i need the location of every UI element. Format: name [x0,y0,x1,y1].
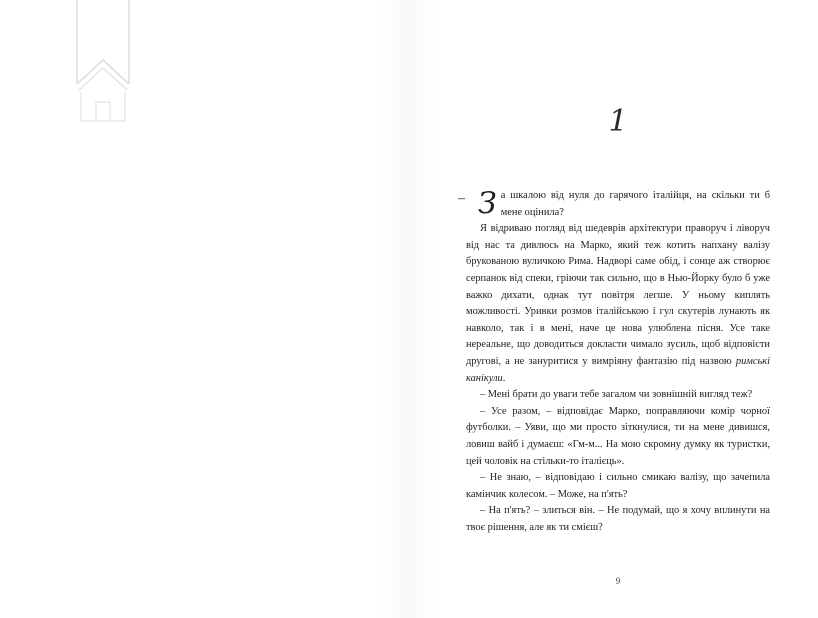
paragraph-5: – Не знаю, – відповідаю і сильно смикаю валізу, що зачепила камінчик колесом. – Може, на п'ять? [466,472,770,500]
opening-dash: – [458,191,465,206]
page-number: 9 [615,576,621,586]
paragraph-2 [466,221,770,387]
paragraph-4: – Усе разом, – відповідає Марко, поправляючи комір чорної футболки. – Уяви, що ми просто зіткнулися, ти на мене дивишся, ловиш вайб і думаєш: «Гм-м... На мою скромну думку як туристки, цей чоловік на стільки-то італієць». [466,405,770,467]
chapter-number: 1 [608,104,628,139]
drop-cap: З [478,186,497,221]
paragraph-2-end: . [502,372,506,384]
paragraph-3: – Мені брати до уваги тебе загалом чи зовнішній вигляд теж? [480,389,753,401]
book-gutter [380,0,440,618]
house-bookmark-icon [76,0,130,122]
paragraph-1 [458,186,770,221]
paragraph-1-text: а шкалою від нуля до гарячого італійця, на скільки ти б мене оцінила? [500,190,770,218]
paragraph-2-italic: римські канікули [466,355,770,384]
paragraph-6: – На п'ять? – злиться він. – Не подумай, що я хочу вплинути на твоє рішення, але як ти смієш? [466,505,770,533]
chapter-text [458,186,770,536]
paragraph-2-text: Я відриваю погляд від шедеврів архітектури праворуч і ліворуч від нас та дивлюсь на Марко, який теж котить напхану валізу брукованою вуличкою Рима. Надворі саме обід, і сонце аж створює серпанок від спеки, гріючи так сильно, що в Нью-Йорку було б уже важко дихати, однак тут повітря легше. У ньому киплять можливості. Уривки розмов італійською і гул скутерів лунають як навколо, так і в мені, наче це нова улюблена пісня. Усе таке нереальне, що доводиться докласти чимало зусиль, щоб відповісти другові, а не зануритися у вимріяну фантазію під назвою [466,223,770,367]
